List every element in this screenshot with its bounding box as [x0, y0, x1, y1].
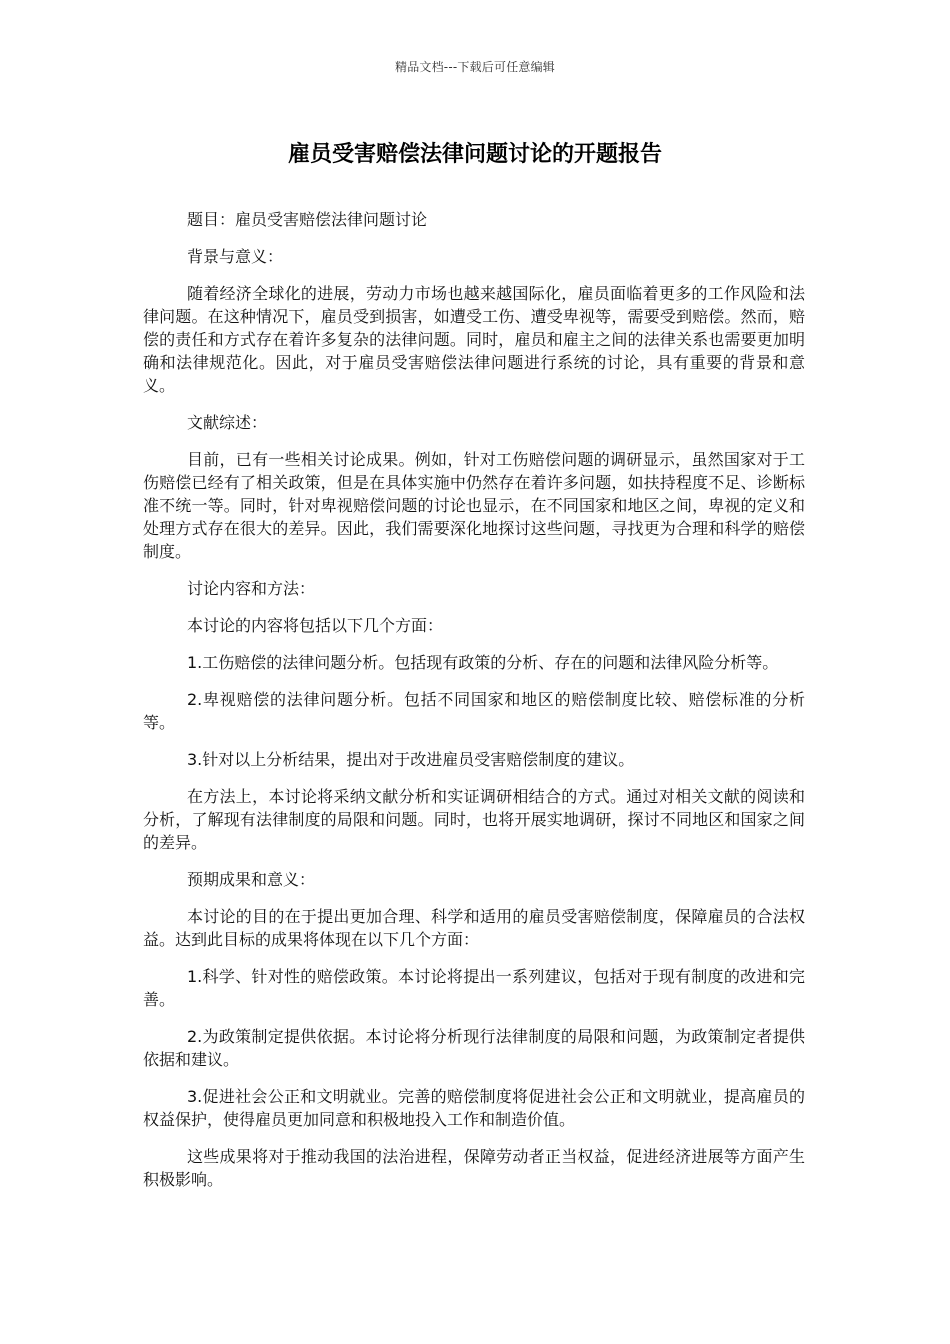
document-title: 雇员受害赔偿法律问题讨论的开题报告 — [287, 142, 662, 167]
list-item-content-3: 3.针对以上分析结果，提出对于改进雇员受害赔偿制度的建议。 — [187, 750, 635, 769]
heading-content-methods: 讨论内容和方法： — [187, 579, 316, 598]
paragraph-background: 随着经济全球化的进展，劳动力市场也越来越国际化，雇员面临着更多的工作风险和法律问题。在这种情况下，雇员受到损害，如遭受工伤、遭受卑视等，需要受到赔偿。然而，赔偿的责任和方式存在着许多复杂的法律问题。同时，雇员和雇主之间的法律关系也需要更加明确和法律规范化。因此，对于雇员受害赔偿法律问题进行系统的讨论，具有重要的背景和意义。 — [143, 284, 805, 395]
list-item-content-1: 1.工伤赔偿的法律问题分析。包括现有政策的分析、存在的问题和法律风险分析等。 — [187, 653, 779, 672]
header-note: 精品文档---下载后可任意编辑 — [395, 60, 555, 74]
paragraph-content-intro: 本讨论的内容将包括以下几个方面： — [187, 616, 444, 635]
paragraph-literature-review: 目前，已有一些相关讨论成果。例如，针对工伤赔偿问题的调研显示，虽然国家对于工伤赔偿已经有了相关政策，但是在具体实施中仍然存在着许多问题，如扶持程度不足、诊断标准不统一等。同时，针对卑视赔偿问题的讨论也显示，在不同国家和地区之间，卑视的定义和处理方式存在很大的差异。因此，我们需要深化地探讨这些问题，寻找更为合理和科学的赔偿制度。 — [143, 450, 805, 561]
list-item-content-2: 2.卑视赔偿的法律问题分析。包括不同国家和地区的赔偿制度比较、赔偿标准的分析等。 — [143, 690, 805, 732]
list-item-result-3: 3.促进社会公正和文明就业。完善的赔偿制度将促进社会公正和文明就业，提高雇员的权益保护，使得雇员更加同意和积极地投入工作和制造价值。 — [143, 1087, 805, 1129]
paragraph-conclusion: 这些成果将对于推动我国的法治进程，保障劳动者正当权益，促进经济进展等方面产生积极影响。 — [143, 1147, 805, 1189]
heading-literature-review: 文献综述： — [187, 413, 268, 432]
paragraph-expected-intro: 本讨论的目的在于提出更加合理、科学和适用的雇员受害赔偿制度，保障雇员的合法权益。达到此目标的成果将体现在以下几个方面： — [143, 907, 805, 949]
list-item-result-1: 1.科学、针对性的赔偿政策。本讨论将提出一系列建议，包括对于现有制度的改进和完善。 — [143, 967, 805, 1009]
document-body — [143, 208, 805, 1205]
heading-expected-results: 预期成果和意义： — [187, 870, 316, 889]
list-item-result-2: 2.为政策制定提供依据。本讨论将分析现行法律制度的局限和问题，为政策制定者提供依据和建议。 — [143, 1027, 805, 1069]
paragraph-topic: 题目：雇员受害赔偿法律问题讨论 — [187, 210, 428, 229]
heading-background: 背景与意义： — [187, 247, 284, 266]
paragraph-methods: 在方法上，本讨论将采纳文献分析和实证调研相结合的方式。通过对相关文献的阅读和分析，了解现有法律制度的局限和问题。同时，也将开展实地调研，探讨不同地区和国家之间的差异。 — [143, 787, 805, 852]
